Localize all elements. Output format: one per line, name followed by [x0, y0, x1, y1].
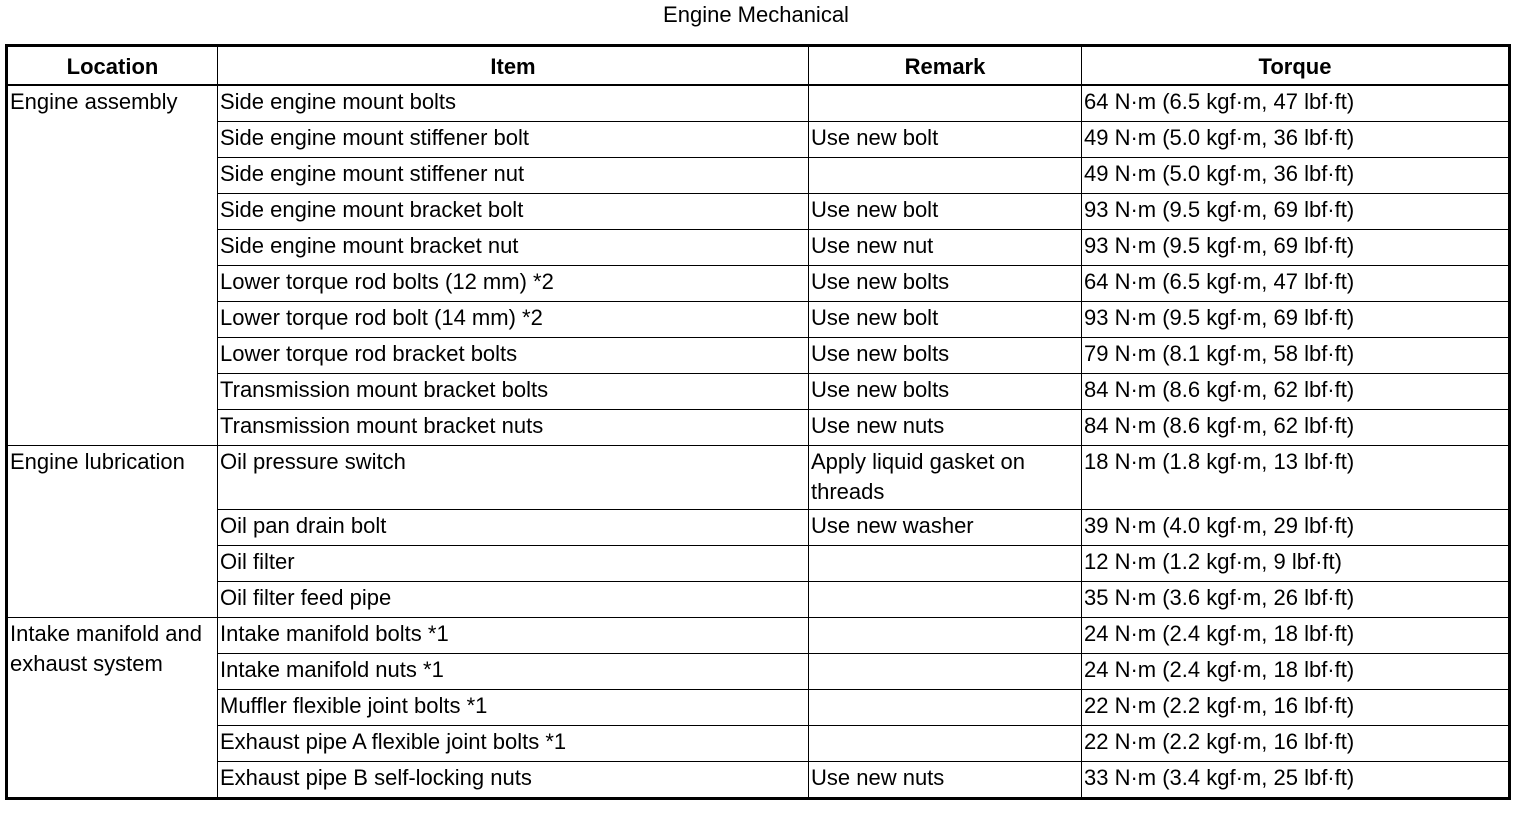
table-header [7, 46, 1510, 86]
header-location: Location [7, 46, 218, 86]
table-row [7, 122, 1510, 158]
remark-cell: Use new bolt [809, 302, 1082, 338]
location-cell: Engine lubrication [7, 446, 218, 618]
table-row [7, 266, 1510, 302]
item-cell: Intake manifold nuts *1 [218, 654, 809, 690]
torque-cell: 22 N·m (2.2 kgf·m, 16 lbf·ft) [1082, 690, 1510, 726]
header-torque: Torque [1082, 46, 1510, 86]
torque-cell: 35 N·m (3.6 kgf·m, 26 lbf·ft) [1082, 582, 1510, 618]
item-cell: Lower torque rod bolt (14 mm) *2 [218, 302, 809, 338]
item-cell: Transmission mount bracket nuts [218, 410, 809, 446]
location-cell: Engine assembly [7, 85, 218, 446]
item-cell: Oil pressure switch [218, 446, 809, 510]
remark-cell: Use new nut [809, 230, 1082, 266]
torque-cell: 24 N·m (2.4 kgf·m, 18 lbf·ft) [1082, 654, 1510, 690]
location-cell: Intake manifold and exhaust system [7, 618, 218, 799]
table-row [7, 762, 1510, 799]
torque-cell: 79 N·m (8.1 kgf·m, 58 lbf·ft) [1082, 338, 1510, 374]
table-row [7, 446, 1510, 510]
table-row [7, 654, 1510, 690]
table-row [7, 726, 1510, 762]
torque-cell: 93 N·m (9.5 kgf·m, 69 lbf·ft) [1082, 194, 1510, 230]
remark-cell: Apply liquid gasket on threads [809, 446, 1082, 510]
table-body [7, 85, 1510, 799]
item-cell: Oil filter [218, 546, 809, 582]
item-cell: Lower torque rod bracket bolts [218, 338, 809, 374]
remark-cell [809, 726, 1082, 762]
table-row [7, 510, 1510, 546]
table-row [7, 374, 1510, 410]
torque-cell: 64 N·m (6.5 kgf·m, 47 lbf·ft) [1082, 266, 1510, 302]
remark-cell [809, 618, 1082, 654]
header-remark: Remark [809, 46, 1082, 86]
page-title: Engine Mechanical [663, 2, 849, 27]
table-row [7, 338, 1510, 374]
item-cell: Oil filter feed pipe [218, 582, 809, 618]
remark-cell: Use new bolts [809, 338, 1082, 374]
torque-cell: 22 N·m (2.2 kgf·m, 16 lbf·ft) [1082, 726, 1510, 762]
torque-table [5, 44, 1511, 800]
table-row [7, 158, 1510, 194]
table-row [7, 690, 1510, 726]
item-cell: Side engine mount stiffener nut [218, 158, 809, 194]
item-cell: Side engine mount bracket nut [218, 230, 809, 266]
torque-cell: 12 N·m (1.2 kgf·m, 9 lbf·ft) [1082, 546, 1510, 582]
table-row [7, 582, 1510, 618]
table-row [7, 618, 1510, 654]
item-cell: Muffler flexible joint bolts *1 [218, 690, 809, 726]
table-row [7, 194, 1510, 230]
header-item: Item [218, 46, 809, 86]
table-row [7, 230, 1510, 266]
remark-cell [809, 654, 1082, 690]
remark-cell [809, 582, 1082, 618]
torque-cell: 49 N·m (5.0 kgf·m, 36 lbf·ft) [1082, 122, 1510, 158]
item-cell: Intake manifold bolts *1 [218, 618, 809, 654]
item-cell: Side engine mount bracket bolt [218, 194, 809, 230]
table-row [7, 85, 1510, 122]
remark-cell [809, 158, 1082, 194]
table-row [7, 410, 1510, 446]
item-cell: Lower torque rod bolts (12 mm) *2 [218, 266, 809, 302]
item-cell: Oil pan drain bolt [218, 510, 809, 546]
remark-cell: Use new nuts [809, 410, 1082, 446]
item-cell: Transmission mount bracket bolts [218, 374, 809, 410]
torque-cell: 93 N·m (9.5 kgf·m, 69 lbf·ft) [1082, 230, 1510, 266]
remark-cell [809, 546, 1082, 582]
torque-cell: 39 N·m (4.0 kgf·m, 29 lbf·ft) [1082, 510, 1510, 546]
torque-cell: 24 N·m (2.4 kgf·m, 18 lbf·ft) [1082, 618, 1510, 654]
remark-cell: Use new bolts [809, 266, 1082, 302]
item-cell: Exhaust pipe A flexible joint bolts *1 [218, 726, 809, 762]
torque-cell: 33 N·m (3.4 kgf·m, 25 lbf·ft) [1082, 762, 1510, 799]
torque-cell: 84 N·m (8.6 kgf·m, 62 lbf·ft) [1082, 410, 1510, 446]
remark-cell [809, 85, 1082, 122]
remark-cell: Use new bolts [809, 374, 1082, 410]
table-row [7, 546, 1510, 582]
item-cell: Side engine mount bolts [218, 85, 809, 122]
remark-cell: Use new bolt [809, 194, 1082, 230]
torque-cell: 84 N·m (8.6 kgf·m, 62 lbf·ft) [1082, 374, 1510, 410]
remark-cell [809, 690, 1082, 726]
item-cell: Side engine mount stiffener bolt [218, 122, 809, 158]
header-row [7, 46, 1510, 86]
torque-cell: 18 N·m (1.8 kgf·m, 13 lbf·ft) [1082, 446, 1510, 510]
remark-cell: Use new washer [809, 510, 1082, 546]
remark-cell: Use new nuts [809, 762, 1082, 799]
torque-cell: 64 N·m (6.5 kgf·m, 47 lbf·ft) [1082, 85, 1510, 122]
item-cell: Exhaust pipe B self-locking nuts [218, 762, 809, 799]
remark-cell: Use new bolt [809, 122, 1082, 158]
table-row [7, 302, 1510, 338]
torque-cell: 49 N·m (5.0 kgf·m, 36 lbf·ft) [1082, 158, 1510, 194]
torque-cell: 93 N·m (9.5 kgf·m, 69 lbf·ft) [1082, 302, 1510, 338]
